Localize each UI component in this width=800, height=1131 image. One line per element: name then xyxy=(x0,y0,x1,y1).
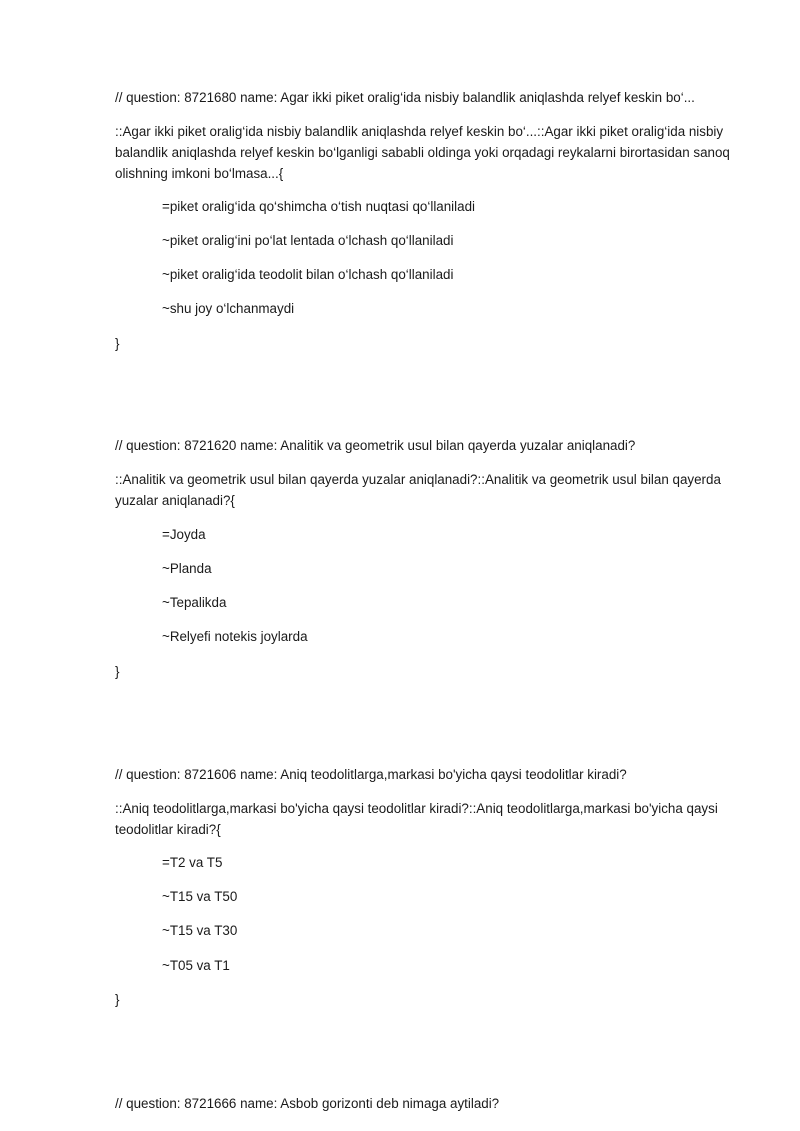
answer-option: ~T15 va T30 xyxy=(162,923,238,938)
question-header: // question: 8721620 name: Analitik va geometrik usul bilan qayerda yuzalar aniqlanadi? xyxy=(115,438,636,453)
answer-option: ~Tepalikda xyxy=(162,595,227,610)
question-header: // question: 8721606 name: Aniq teodolitlarga,markasi bo'yicha qaysi teodolitlar kiradi? xyxy=(115,767,627,782)
answer-correct: =Joyda xyxy=(162,527,206,542)
answer-correct: =T2 va T5 xyxy=(162,855,223,870)
question-header: // question: 8721680 name: Agar ikki piket oralig‘ida nisbiy balandlik aniqlashda relyef keskin bo‘... xyxy=(115,90,695,105)
answer-correct: =piket oralig‘ida qo‘shimcha o‘tish nuqtasi qo‘llaniladi xyxy=(162,199,476,214)
answer-option: ~piket oralig‘ida teodolit bilan o‘lchash qo‘llaniladi xyxy=(162,267,454,282)
closing-brace: } xyxy=(115,336,120,351)
answer-option: ~T05 va T1 xyxy=(162,958,230,973)
closing-brace: } xyxy=(115,992,120,1007)
answer-option: ~shu joy o‘lchanmaydi xyxy=(162,301,295,316)
question-header: // question: 8721666 name: Asbob gorizonti deb nimaga aytiladi? xyxy=(115,1096,500,1111)
answer-option: ~T15 va T50 xyxy=(162,889,238,904)
question-body: ::Analitik va geometrik usul bilan qayerda yuzalar aniqlanadi?::Analitik va geometrik usul bilan qayerda yuzalar aniqlanadi?{ xyxy=(115,472,721,508)
question-body: ::Aniq teodolitlarga,markasi bo'yicha qaysi teodolitlar kiradi?::Aniq teodolitlarga,markasi bo'yicha qaysi teodolitlar kiradi?{ xyxy=(115,801,718,837)
answer-option: ~Planda xyxy=(162,561,212,576)
answer-option: ~piket oralig‘ini po‘lat lentada o‘lchash qo‘llaniladi xyxy=(162,233,454,248)
answer-option: ~Relyefi notekis joylarda xyxy=(162,629,308,644)
question-body: ::Agar ikki piket oralig‘ida nisbiy balandlik aniqlashda relyef keskin bo‘...::Agar ikki piket oralig‘ida nisbiy balandlik aniqlashda relyef keskin bo‘lganligi sababli oldinga yoki orqadagi reykalarni birortasidan sanoq olishning imkoni bo‘lmasa...{ xyxy=(115,124,730,181)
closing-brace: } xyxy=(115,664,120,679)
